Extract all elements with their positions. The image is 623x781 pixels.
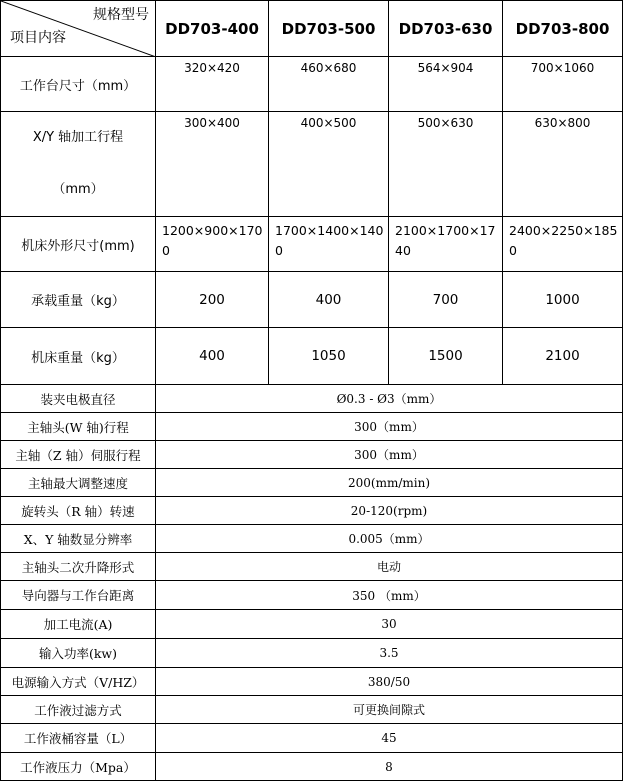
- table-row: [1, 724, 623, 753]
- row-value: 8: [156, 753, 623, 781]
- table-row: [1, 328, 623, 385]
- corner-label-model: 规格型号: [93, 7, 149, 23]
- row-value: 3.5: [156, 639, 623, 668]
- row-label: 旋转头（R 轴）转速: [1, 497, 156, 525]
- model-header: DD703-630: [389, 1, 503, 57]
- row-label: 工作液桶容量（L）: [1, 724, 156, 753]
- row-label: [1, 112, 156, 217]
- corner-label-item: 项目内容: [10, 30, 66, 46]
- row-label: 承载重量（kg）: [1, 272, 156, 328]
- table-row: [1, 668, 623, 696]
- row-label: 机床外形尺寸(mm): [1, 217, 156, 272]
- row-label: 工作液压力（Mpa）: [1, 753, 156, 781]
- row-value: 1000: [503, 272, 623, 328]
- table-row: [1, 610, 623, 639]
- row-value: 380/50: [156, 668, 623, 696]
- row-value: 350 （mm）: [156, 581, 623, 610]
- row-label: 电源输入方式（V/HZ）: [1, 668, 156, 696]
- row-value: 1700×1400×1400: [269, 217, 389, 272]
- row-value: 20-120(rpm): [156, 497, 623, 525]
- row-value: 320×420: [156, 57, 269, 112]
- table-row: [1, 413, 623, 441]
- row-value: 可更换间隙式: [156, 696, 623, 724]
- table-row: [1, 696, 623, 724]
- table-row: [1, 217, 623, 272]
- table-row: [1, 385, 623, 413]
- corner-cell: [1, 1, 156, 57]
- table-row: [1, 441, 623, 469]
- row-label: 主轴头二次升降形式: [1, 553, 156, 581]
- row-value: 300（mm）: [156, 413, 623, 441]
- row-value: 400: [269, 272, 389, 328]
- table-row: [1, 639, 623, 668]
- row-label: 主轴头(W 轴)行程: [1, 413, 156, 441]
- row-value: 400: [156, 328, 269, 385]
- row-value: 300（mm）: [156, 441, 623, 469]
- row-value: 2100: [503, 328, 623, 385]
- row-value: 700: [389, 272, 503, 328]
- row-label: X、Y 轴数显分辨率: [1, 525, 156, 553]
- row-label: 工作液过滤方式: [1, 696, 156, 724]
- row-value: 1500: [389, 328, 503, 385]
- row-label: 装夹电极直径: [1, 385, 156, 413]
- row-value: 2100×1700×1740: [389, 217, 503, 272]
- row-label: 导向器与工作台距离: [1, 581, 156, 610]
- row-label: 加工电流(A): [1, 610, 156, 639]
- table-row: [1, 272, 623, 328]
- table-row: [1, 112, 623, 217]
- model-header: DD703-500: [269, 1, 389, 57]
- row-value: 45: [156, 724, 623, 753]
- model-header: DD703-800: [503, 1, 623, 57]
- row-value: 460×680: [269, 57, 389, 112]
- table-row: [1, 553, 623, 581]
- row-value: 30: [156, 610, 623, 639]
- row-value: 564×904: [389, 57, 503, 112]
- row-label: 工作台尺寸（mm）: [1, 57, 156, 112]
- table-row: [1, 57, 623, 112]
- row-value: 电动: [156, 553, 623, 581]
- row-label-line: （mm）: [52, 182, 104, 197]
- row-label: 主轴最大调整速度: [1, 469, 156, 497]
- row-label: 输入功率(kw): [1, 639, 156, 668]
- row-label-line: X/Y 轴加工行程: [32, 130, 124, 145]
- row-value: 400×500: [269, 112, 389, 217]
- row-value: 700×1060: [503, 57, 623, 112]
- table-row: [1, 581, 623, 610]
- row-value: 200(mm/min): [156, 469, 623, 497]
- row-value: 1050: [269, 328, 389, 385]
- table-row: [1, 525, 623, 553]
- header-row: [1, 1, 623, 57]
- row-value: 1200×900×1700: [156, 217, 269, 272]
- table-row: [1, 497, 623, 525]
- row-value: 200: [156, 272, 269, 328]
- table-row: [1, 753, 623, 781]
- model-header: DD703-400: [156, 1, 269, 57]
- row-value: 2400×2250×1850: [503, 217, 623, 272]
- row-value: 0.005（mm）: [156, 525, 623, 553]
- row-value: Ø0.3 - Ø3（mm）: [156, 385, 623, 413]
- row-label: 机床重量（kg）: [1, 328, 156, 385]
- row-label: 主轴（Z 轴）伺服行程: [1, 441, 156, 469]
- row-value: 300×400: [156, 112, 269, 217]
- row-value: 500×630: [389, 112, 503, 217]
- table-row: [1, 469, 623, 497]
- row-value: 630×800: [503, 112, 623, 217]
